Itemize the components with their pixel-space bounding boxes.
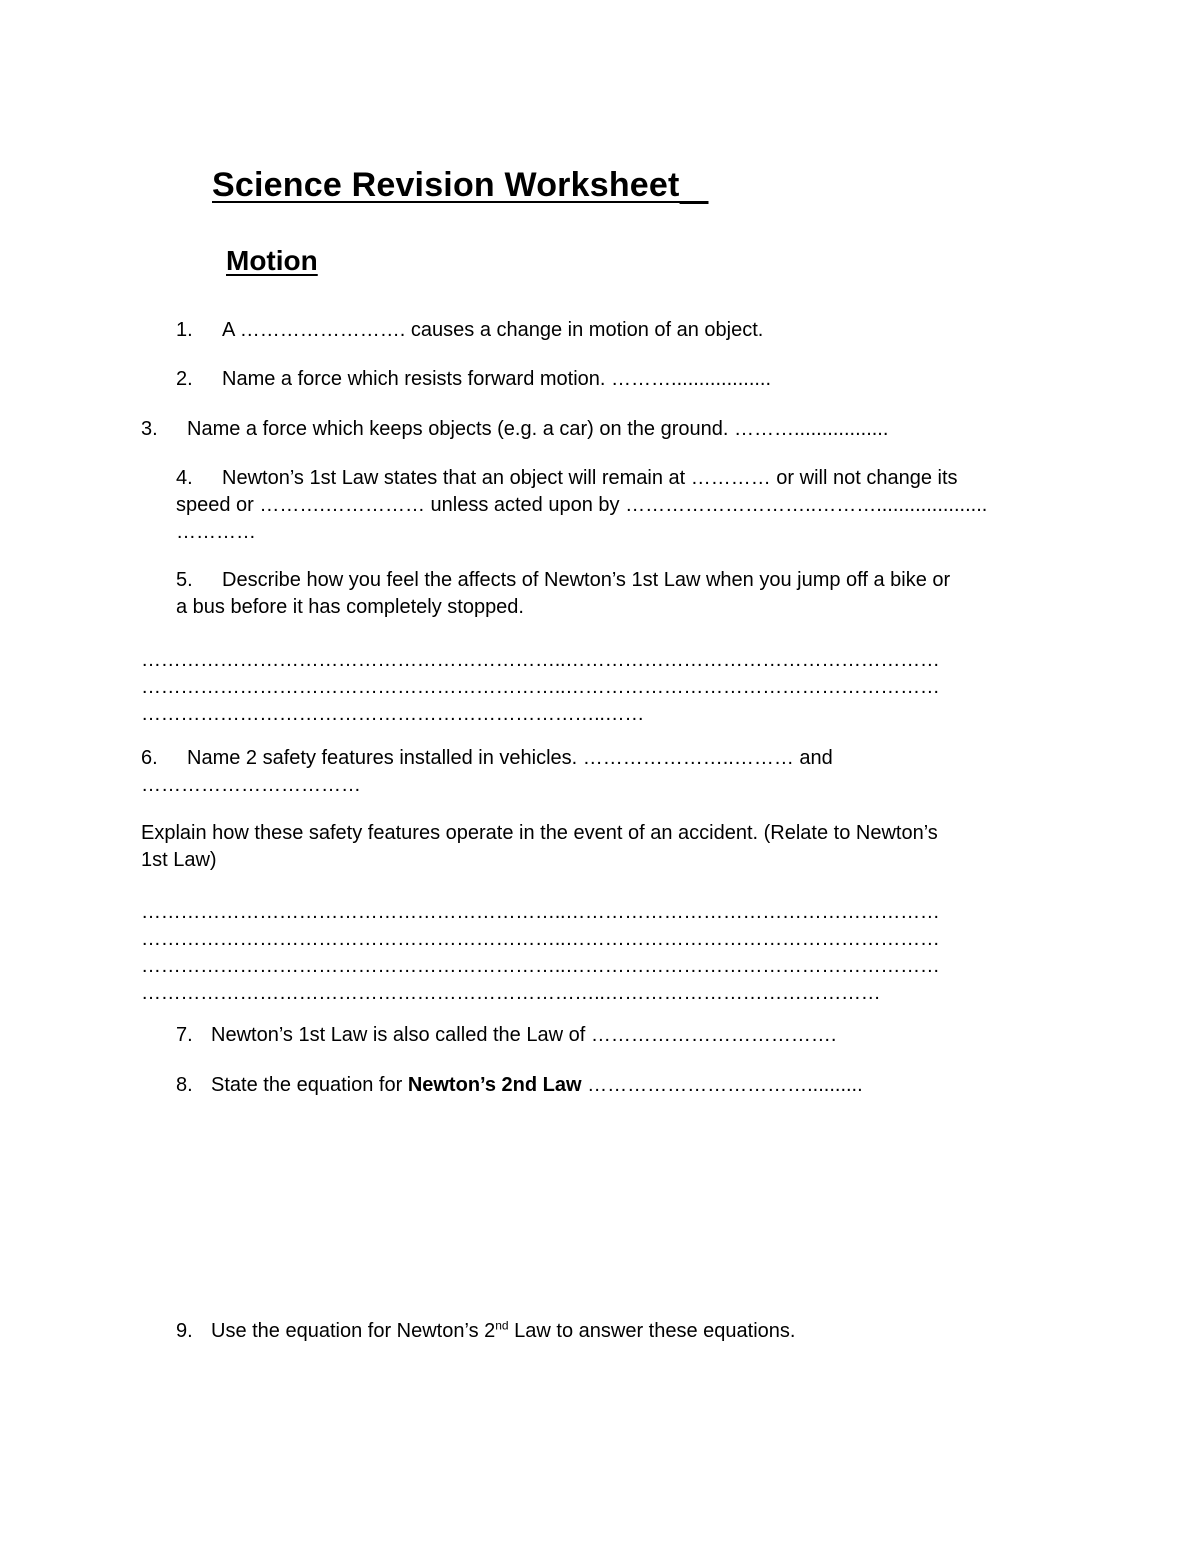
question-number: 9. (176, 1320, 193, 1342)
question-number: 4. (176, 467, 193, 489)
explain-text-line: 1st Law) (141, 849, 217, 871)
explain-prompt (141, 820, 938, 874)
bold-term: Newton’s 2nd Law (407, 1074, 582, 1096)
superscript: nd (495, 1318, 509, 1333)
answer-line: ………………………………………………………..………………………………………………… (141, 928, 940, 950)
question-5 (176, 567, 950, 621)
question-text: Name a force which keeps objects (e.g. a car) on the ground. ………................. (187, 418, 889, 440)
question-text-line: speed or ……….…………… unless acted upon by ………………………..……….................... (176, 494, 988, 516)
answer-line: ………………………………………………………..………………………………………………… (141, 955, 940, 977)
question-text: Use the equation for Newton’s 2 (211, 1320, 496, 1342)
question-number: 3. (141, 418, 158, 440)
question-1 (176, 317, 763, 344)
answer-line: …………………………… (141, 774, 361, 796)
question-number: 5. (176, 569, 193, 591)
question-text-line: Describe how you feel the affects of Newton’s 1st Law when you jump off a bike or (222, 569, 951, 591)
question-4 (176, 465, 987, 546)
page-title: Science Revision Worksheet (212, 166, 680, 204)
question-number: 1. (176, 319, 193, 341)
answer-line: ……………………………………………………………..…………………………………… (141, 982, 881, 1004)
question-text-suffix: …………………………….......... (581, 1074, 863, 1096)
question-text-line: ………… (176, 521, 256, 543)
question-9 (176, 1318, 795, 1345)
question-number: 6. (141, 747, 158, 769)
question-text-line: Name 2 safety features installed in vehicles. …………………..……… and (187, 747, 833, 769)
answer-lines-explain (141, 899, 940, 1007)
question-text-line: a bus before it has completely stopped. (176, 596, 524, 618)
question-number: 7. (176, 1024, 193, 1046)
question-text: Name a force which resists forward motion. ……….................. (222, 368, 772, 390)
answer-line: ………………………………………………………..………………………………………………… (141, 649, 940, 671)
answer-line: ………………………………………………………..………………………………………………… (141, 676, 940, 698)
question-text: Newton’s 1st Law is also called the Law of ………………………………. (211, 1024, 837, 1046)
question-8 (176, 1072, 863, 1099)
section-heading: Motion (226, 245, 318, 276)
question-text-line: Newton’s 1st Law states that an object will remain at ………… or will not change its (222, 467, 958, 489)
question-6 (141, 745, 833, 799)
answer-line: ……………………………………………………………..…… (141, 703, 645, 725)
explain-text-line: Explain how these safety features operate in the event of an accident. (Relate to Newton’s (141, 822, 938, 844)
question-2 (176, 366, 771, 393)
question-text: State the equation for (211, 1074, 408, 1096)
question-7 (176, 1022, 836, 1049)
answer-lines-5 (141, 647, 940, 728)
question-number: 8. (176, 1074, 193, 1096)
question-3 (141, 416, 888, 443)
question-text: A ……………………. causes a change in motion of an object. (222, 319, 764, 341)
question-text-suffix: Law to answer these equations. (508, 1320, 796, 1342)
answer-line: ………………………………………………………..………………………………………………… (141, 901, 940, 923)
question-number: 2. (176, 368, 193, 390)
